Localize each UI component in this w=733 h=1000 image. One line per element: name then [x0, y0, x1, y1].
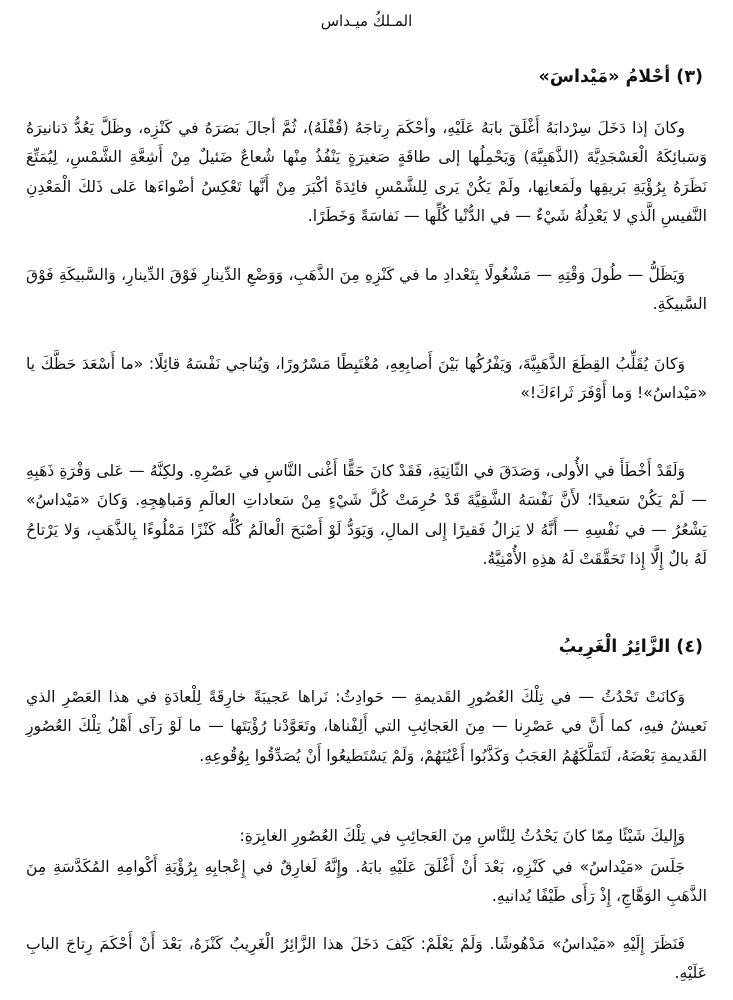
paragraph: وَلَقَدْ أَخْطَأَ في الأُولى، وَصَدَقَ في الثّانِيَةِ، فَقَدْ كانَ حَقًّا أَغْنى النَّاسِ في عَصْرِهِ. ولكِنَّهُ — عَلى وَفْرَةِ ذَهَبِهِ — لَمْ يَكُنْ سَعيدًا؛ لأَنَّ نَفْسَهُ الشَّقِيَّةَ قَدْ حُرِمَتْ كُلَّ شَيْءٍ مِنْ سَعاداتِ العالَمِ وَمَباهِجِهِ. وَكانَ «مَيْداسُ» يَشْعُرُ — في نَفْسِهِ — أَنَّهُ لا يَزالُ فَقيرًا إِلى المالِ، وَيَوَدُّ لَوْ أَصْبَحَ الْعالَمُ كُلُّه كَنْزًا مَمْلُوءًا بِالذَّهَبِ، وَلا يَرْتاحُ لَهُ بالٌ إِلَّا إِذا تَحَقَّقَتْ لَهُ هذِهِ الأُمْنِيَّةُ.	[26, 462, 707, 568]
paragraph: وَكانَتْ تَحْدُثُ — في تِلْكَ العُصُورِ القَديمةِ — حَوادِثُ: نَراها عَجيبَةً خارِقَةً لِلْعادَةِ في هذا العَصْرِ الذي نَعيشُ فيهِ، كما أَنَّ في عَصْرِنا — مِنَ العَجائِبِ التي أَلِفْناها، وتَعَوَّدْنا رُؤْيَتَها — ما لَوْ رَآى أَهْلُ تِلْكَ العُصُورِ القَديمةِ بَعْضَهُ، لَتَمَلَّكَهُمُ العَجَبُ وَكَذَّبُوا أَعْيُنَهُمْ، وَلَمْ يَسْتَطيعُوا أَنْ يُصَدِّقُوا بِوُقُوعِهِ.	[26, 688, 707, 765]
paragraph: وَكانَ يُقَلِّبُ القِطَعَ الذَّهَبِيَّةَ، وَيَفْرُكُها بَيْنَ أَصابِعِهِ، مُغْتَبِطًا مَسْرُورًا، وَيُناجي نَفْسَهُ قائِلًا: «ما أَسْعَدَ حَظَّكَ يا «مَيْداسُ»! وَما أَوْفَرَ ثَراءَكَ!»	[26, 355, 707, 403]
section-title-4: (٤) الزَّائِرُ الْغَرِيبُ	[558, 637, 703, 657]
paragraph: وكانَ إذا دَخَلَ سِرْدابَهُ أَغْلَقَ بابَهُ عَلَيْهِ، وأحْكَمَ رِتاجَهُ (قُفْلَهُ)، ثُمَّ أجالَ بَصَرَهُ في كَنْزِه، وظَلَّ يَعُدُّ دَنانيرَهُ وَسَبائِكَهُ الْعَسْجَدِيَّةَ (الذَّهَبِيَّةَ) وَيَحْمِلُها إلى طاقَةٍ صَغيرَةٍ يَنْفُذُ مِنْها شُعاعٌ ضَئيلٌ مِنْ أَشِعَّةِ الشَّمْسِ، لِيُمَتِّعَ نَظَرَهُ بِرُؤْيَةِ بَريقِها ولَمَعانِها، ولَمْ يَكُنْ يَرى لِلشَّمْسِ فائِدَةً أكْبَرَ مِنْ أَنَّها تَعْكِسُ أضْواءَها عَلى ذَلكَ الْمَعْدِنِ النَّفيسِ الَّذي لا يَعْدِلُهُ شَيْءٌ — في الدُّنْيا كُلِّها — نَفاسَةً وَخَطَرًا.	[26, 119, 707, 225]
document-page	[26, 0, 707, 1000]
running-header: المـلكُ ميـداس	[320, 12, 413, 30]
section-title-3: (٣) أحْلامُ «مَيْداسَ»	[538, 67, 703, 87]
paragraph: وَيَظَلُّ — طُولَ وَقْتِهِ — مَشْغُولًا بِتَعْدادِ ما في كَنْزِهِ مِنَ الذَّهَبِ، وَوَضْعِ الدِّينارِ فَوْقَ الدِّينارِ، وَالسَّبيكَةِ فَوْقَ السَّبيكَةِ.	[26, 266, 707, 314]
paragraph: جَلَسَ «مَيْداسُ» في كَنْزِهِ، بَعْدَ أَنْ أَغْلَقَ عَلَيْهِ بابَهُ. وإِنَّهُ لَغارِقٌ في إِعْجابِهِ بِرُؤْيَةِ أَكْوامِهِ المُكَدَّسَةِ مِنَ الذَّهَبِ الوَهَّاجِ، إِذْ رَأَى طَيْفًا يُدانيهِ.	[26, 858, 707, 906]
paragraph: فَنَظَرَ إِلَيْهِ «مَيْداسُ» مَدْهُوشًا. وَلَمْ يَعْلَمْ: كَيْفَ دَخَلَ هذا الزَّائِرُ الْغَرِيبُ كَنْزَهُ، بَعْدَ أَنْ أَحْكَمَ رِتاجَ البابِ عَلَيْهِ.	[26, 935, 707, 983]
paragraph: وَإِليكَ شَيْئًا مِمّا كانَ يَحْدُثُ لِلنَّاسِ مِنَ العَجائِبِ في تِلْكَ العُصُورِ الغابِرَةِ:	[239, 827, 685, 845]
